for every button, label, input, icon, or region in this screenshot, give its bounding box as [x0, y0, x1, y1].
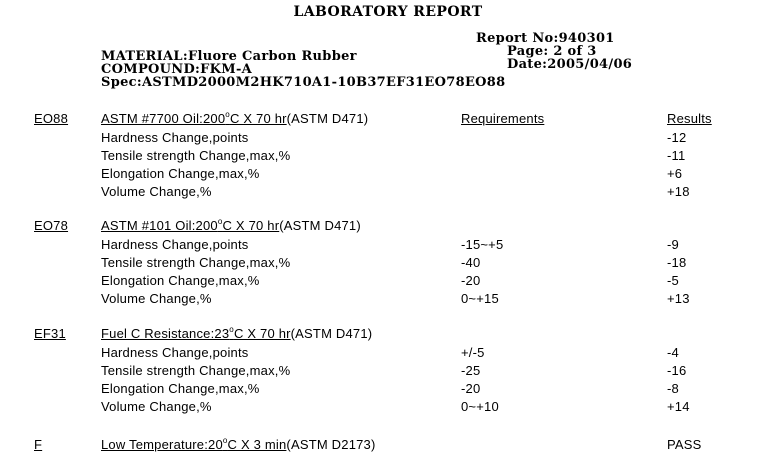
test-condition: ASTM #101 Oil:200	[101, 218, 218, 233]
row-result: +18	[667, 184, 690, 199]
test-condition-suffix: C X 70 hr	[222, 218, 280, 233]
row-result: -9	[667, 237, 679, 252]
page-indicator: Page: 2 of 3	[507, 44, 597, 59]
section-heading	[101, 437, 376, 452]
row-label: Elongation Change,max,%	[101, 273, 260, 288]
row-result: -18	[667, 255, 687, 270]
row-result: +6	[667, 166, 683, 181]
degree-mark: o	[217, 217, 223, 226]
report-title: LABORATORY REPORT	[293, 4, 483, 20]
test-condition: Low Temperature:20	[101, 437, 223, 452]
row-result: -12	[667, 130, 687, 145]
row-requirement: -15~+5	[461, 237, 504, 252]
compound-line: COMPOUND:FKM-A	[101, 62, 253, 77]
row-requirement: -20	[461, 273, 481, 288]
row-requirement: +/-5	[461, 345, 485, 360]
row-label: Volume Change,%	[101, 399, 212, 414]
row-label: Volume Change,%	[101, 184, 212, 199]
test-condition-suffix: C X 70 hr	[229, 111, 287, 126]
row-label: Tensile strength Change,max,%	[101, 148, 291, 163]
section-code: F	[34, 437, 43, 452]
row-label: Tensile strength Change,max,%	[101, 363, 291, 378]
row-label: Elongation Change,max,%	[101, 381, 260, 396]
section-code: EF31	[34, 326, 66, 341]
row-result: -11	[667, 148, 686, 163]
section-code: EO78	[34, 218, 69, 233]
row-label: Tensile strength Change,max,%	[101, 255, 291, 270]
degree-mark: o	[229, 325, 234, 334]
results-column-header: Results	[667, 111, 712, 126]
test-condition: Fuel C Resistance:23	[101, 326, 230, 341]
row-result: -16	[667, 363, 687, 378]
row-requirement: -25	[461, 363, 481, 378]
row-requirement: 0~+15	[461, 291, 499, 306]
test-method: (ASTM D471)	[286, 111, 369, 126]
row-label: Hardness Change,points	[101, 345, 249, 360]
test-condition-suffix: C X 3 min	[227, 437, 287, 452]
row-requirement: -40	[461, 255, 481, 270]
row-result: -8	[667, 381, 679, 396]
row-result: -4	[667, 345, 679, 360]
row-result: -5	[667, 273, 679, 288]
row-label: Hardness Change,points	[101, 237, 249, 252]
pass-result: PASS	[667, 437, 702, 452]
section-heading	[101, 111, 368, 126]
section-heading	[101, 218, 361, 233]
test-condition: ASTM #7700 Oil:200	[101, 111, 226, 126]
row-label: Volume Change,%	[101, 291, 212, 306]
test-condition-suffix: C X 70 hr	[233, 326, 291, 341]
row-label: Hardness Change,points	[101, 130, 249, 145]
spec-line: Spec:ASTMD2000M2HK710A1-10B37EF31EO78EO88	[101, 75, 506, 90]
test-method: (ASTM D2173)	[286, 437, 376, 452]
material-line: MATERIAL:Fluore Carbon Rubber	[101, 49, 357, 64]
row-label: Elongation Change,max,%	[101, 166, 260, 181]
degree-mark: o	[222, 436, 228, 445]
row-requirement: -20	[461, 381, 481, 396]
requirements-column-header: Requirements	[461, 111, 545, 126]
row-requirement: 0~+10	[461, 399, 499, 414]
report-number: Report No:940301	[476, 31, 615, 46]
row-result: +14	[667, 399, 690, 414]
section-heading	[101, 326, 372, 341]
test-method: (ASTM D471)	[290, 326, 373, 341]
section-code: EO88	[34, 111, 69, 126]
test-method: (ASTM D471)	[279, 218, 361, 233]
report-date: Date:2005/04/06	[507, 57, 633, 72]
row-result: +13	[667, 291, 690, 306]
degree-mark: o	[225, 110, 230, 119]
